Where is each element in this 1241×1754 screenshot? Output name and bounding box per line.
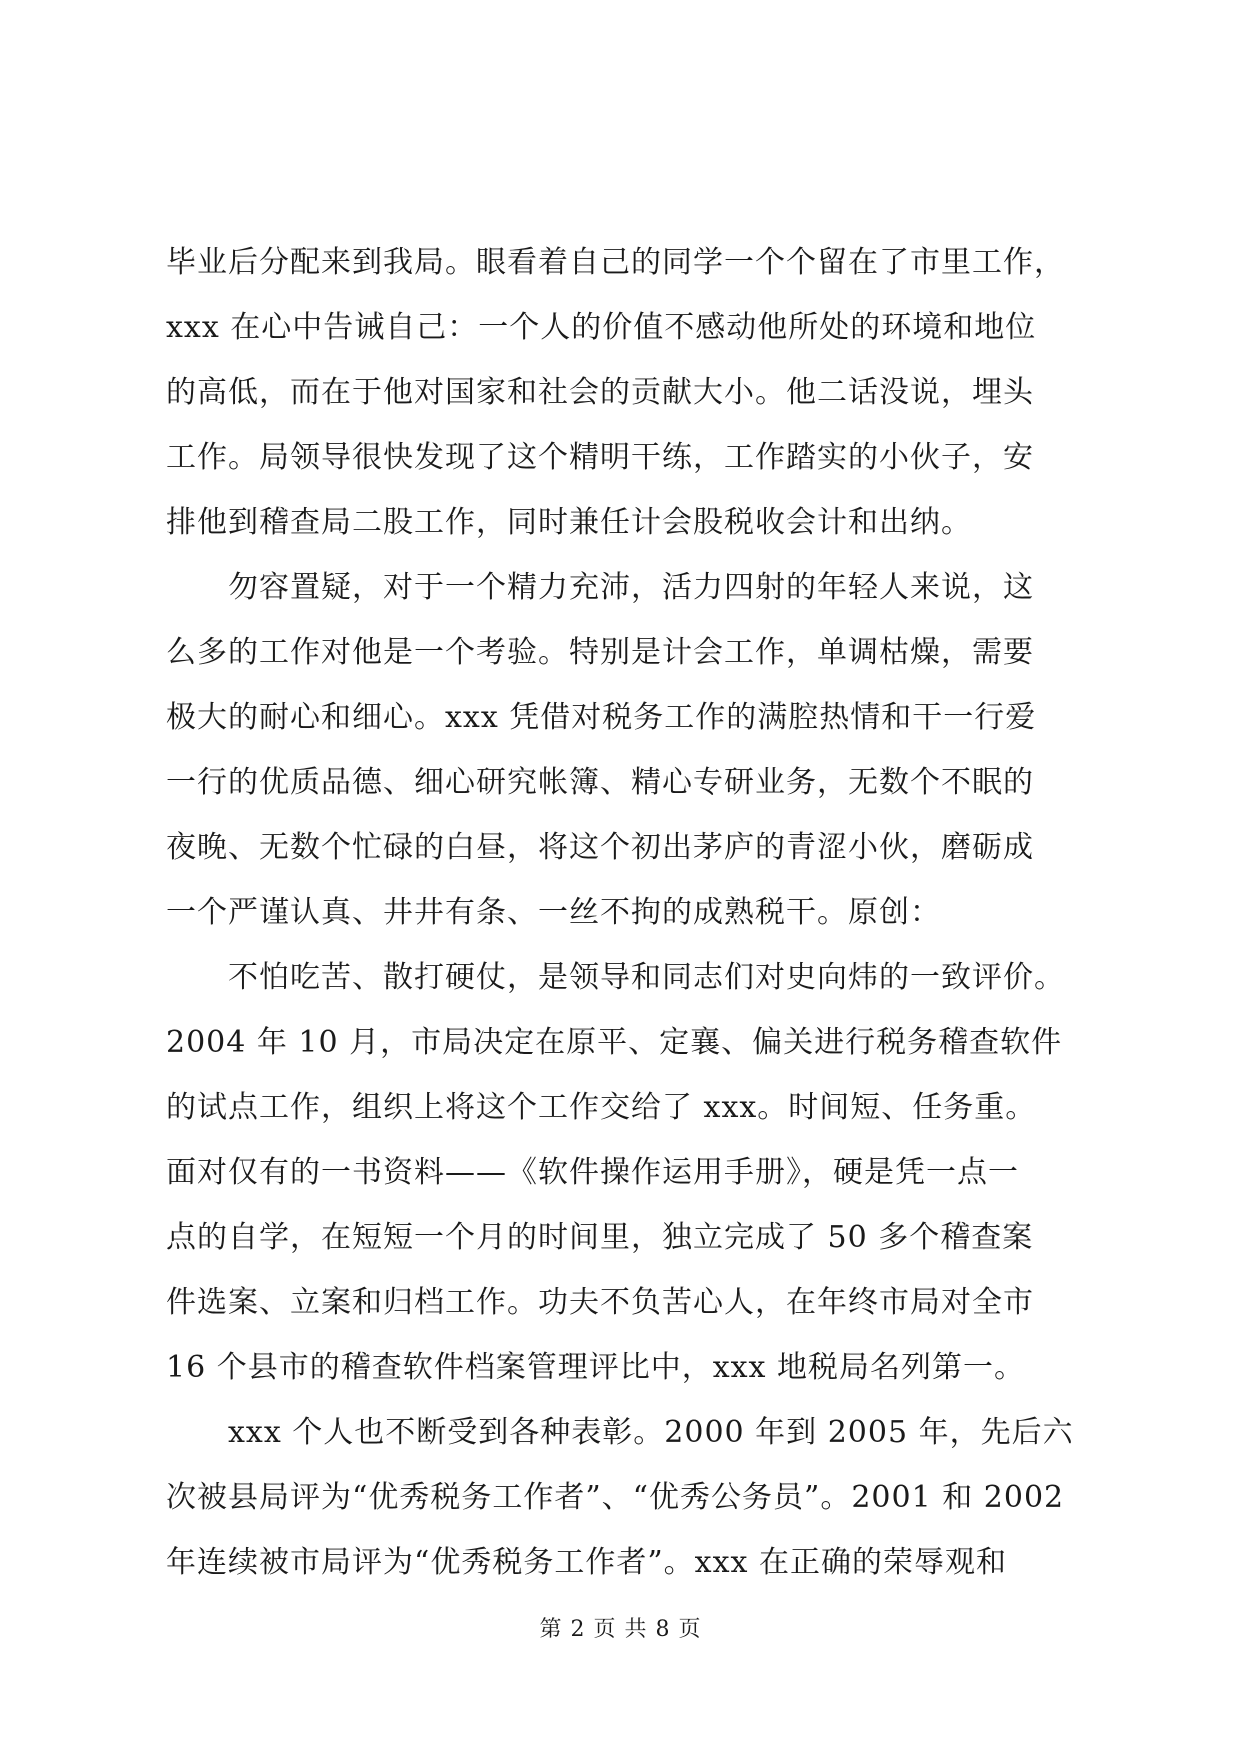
text-line: 工作。局领导很快发现了这个精明干练，工作踏实的小伙子，安 [166,440,1034,475]
page-number-footer: 第 2 页 共 8 页 [539,1617,702,1642]
text-line: 年连续被市局评为“优秀税务工作者”。xxx 在正确的荣辱观和 [166,1545,1007,1580]
text-line: 面对仅有的一书资料——《软件操作运用手册》，硬是凭一点一 [166,1155,1019,1190]
text-line: 16 个县市的稽查软件档案管理评比中，xxx 地税局名列第一。 [166,1350,1026,1385]
document-body [166,230,1106,1595]
text-line: 么多的工作对他是一个考验。特别是计会工作，单调枯燥，需要 [166,635,1034,670]
text-line: 件选案、立案和归档工作。功夫不负苦心人，在年终市局对全市 [166,1285,1034,1320]
text-line: 的高低，而在于他对国家和社会的贡献大小。他二话没说，埋头 [166,375,1034,410]
text-line: 一个严谨认真、井井有条、一丝不拘的成熟税干。原创： [166,895,941,930]
text-line: 毕业后分配来到我局。眼看着自己的同学一个个留在了市里工作， [166,245,1065,280]
text-line: 勿容置疑，对于一个精力充沛，活力四射的年轻人来说，这 [166,570,1034,605]
text-line: 排他到稽查局二股工作，同时兼任计会股税收会计和出纳。 [166,505,972,540]
text-line: 的试点工作，组织上将这个工作交给了 xxx。时间短、任务重。 [166,1090,1037,1125]
text-line: xxx 个人也不断受到各种表彰。2000 年到 2005 年，先后六 [166,1415,1074,1450]
text-line: 2004 年 10 月，市局决定在原平、定襄、偏关进行税务稽查软件 [166,1025,1063,1060]
text-line: 点的自学，在短短一个月的时间里，独立完成了 50 多个稽查案 [166,1220,1034,1255]
text-line: 一行的优质品德、细心研究帐簿、精心专研业务，无数个不眠的 [166,765,1034,800]
text-line: 次被县局评为“优秀税务工作者”、“优秀公务员”。2001 和 2002 [166,1480,1065,1515]
text-line: 极大的耐心和细心。xxx 凭借对税务工作的满腔热情和干一行爱 [166,700,1037,735]
text-line: 夜晚、无数个忙碌的白昼，将这个初出茅庐的青涩小伙，磨砺成 [166,830,1034,865]
text-line: 不怕吃苦、散打硬仗，是领导和同志们对史向炜的一致评价。 [166,960,1065,995]
text-line: xxx 在心中告诫自己：一个人的价值不感动他所处的环境和地位 [166,310,1037,345]
